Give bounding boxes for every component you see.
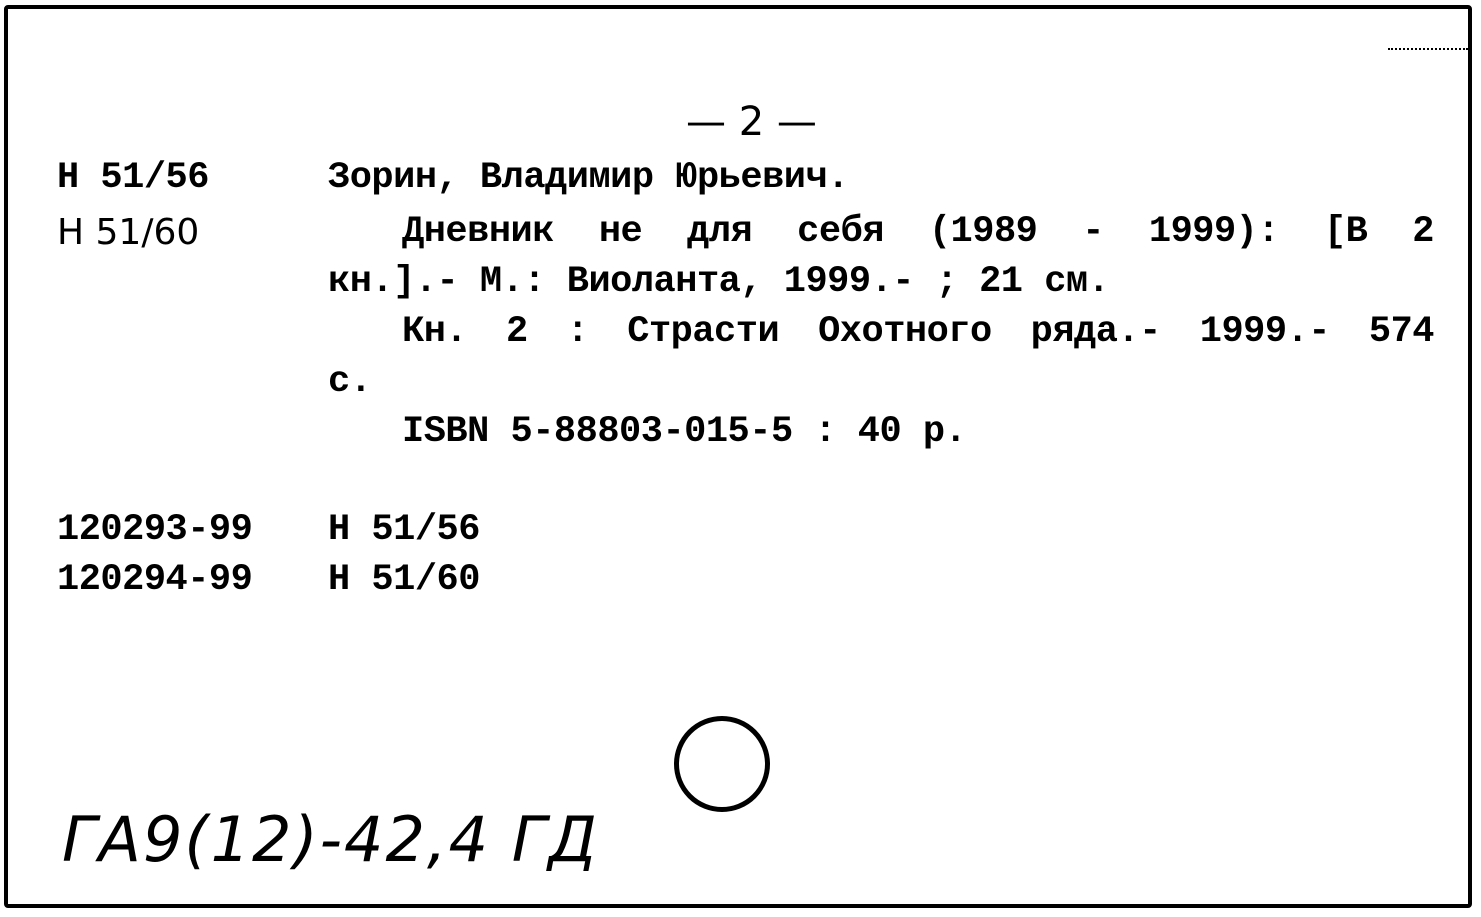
inventory-number: 120294-99 xyxy=(57,559,253,601)
shelfmark-typed: Н 51/56 xyxy=(57,157,209,199)
inventory-number: 120293-99 xyxy=(57,509,253,551)
circle-mark xyxy=(674,716,770,812)
volume-line-2: с. xyxy=(328,361,372,403)
author-heading: Зорин, Владимир Юрьевич. xyxy=(328,157,849,199)
title-line-1: Дневник не для себя (1989 - 1999): [В 2 xyxy=(402,211,1434,253)
title-line-2: кн.].- М.: Виоланта, 1999.- ; 21 см. xyxy=(328,261,1110,303)
isbn-line: ISBN 5-88803-015-5 : 40 р. xyxy=(402,411,967,453)
copy-shelfmark: Н 51/56 xyxy=(328,509,480,551)
copy-shelfmark: Н 51/60 xyxy=(328,559,480,601)
volume-line-1: Кн. 2 : Страсти Охотного ряда.- 1999.- 574 xyxy=(402,311,1434,353)
page-number: — 2 — xyxy=(686,99,817,145)
dotted-mark xyxy=(1388,48,1468,50)
shelfmark-handwritten: Н 51/60 xyxy=(57,212,200,253)
handwritten-code: ГА9(12)-42,4 ГД xyxy=(62,803,599,876)
